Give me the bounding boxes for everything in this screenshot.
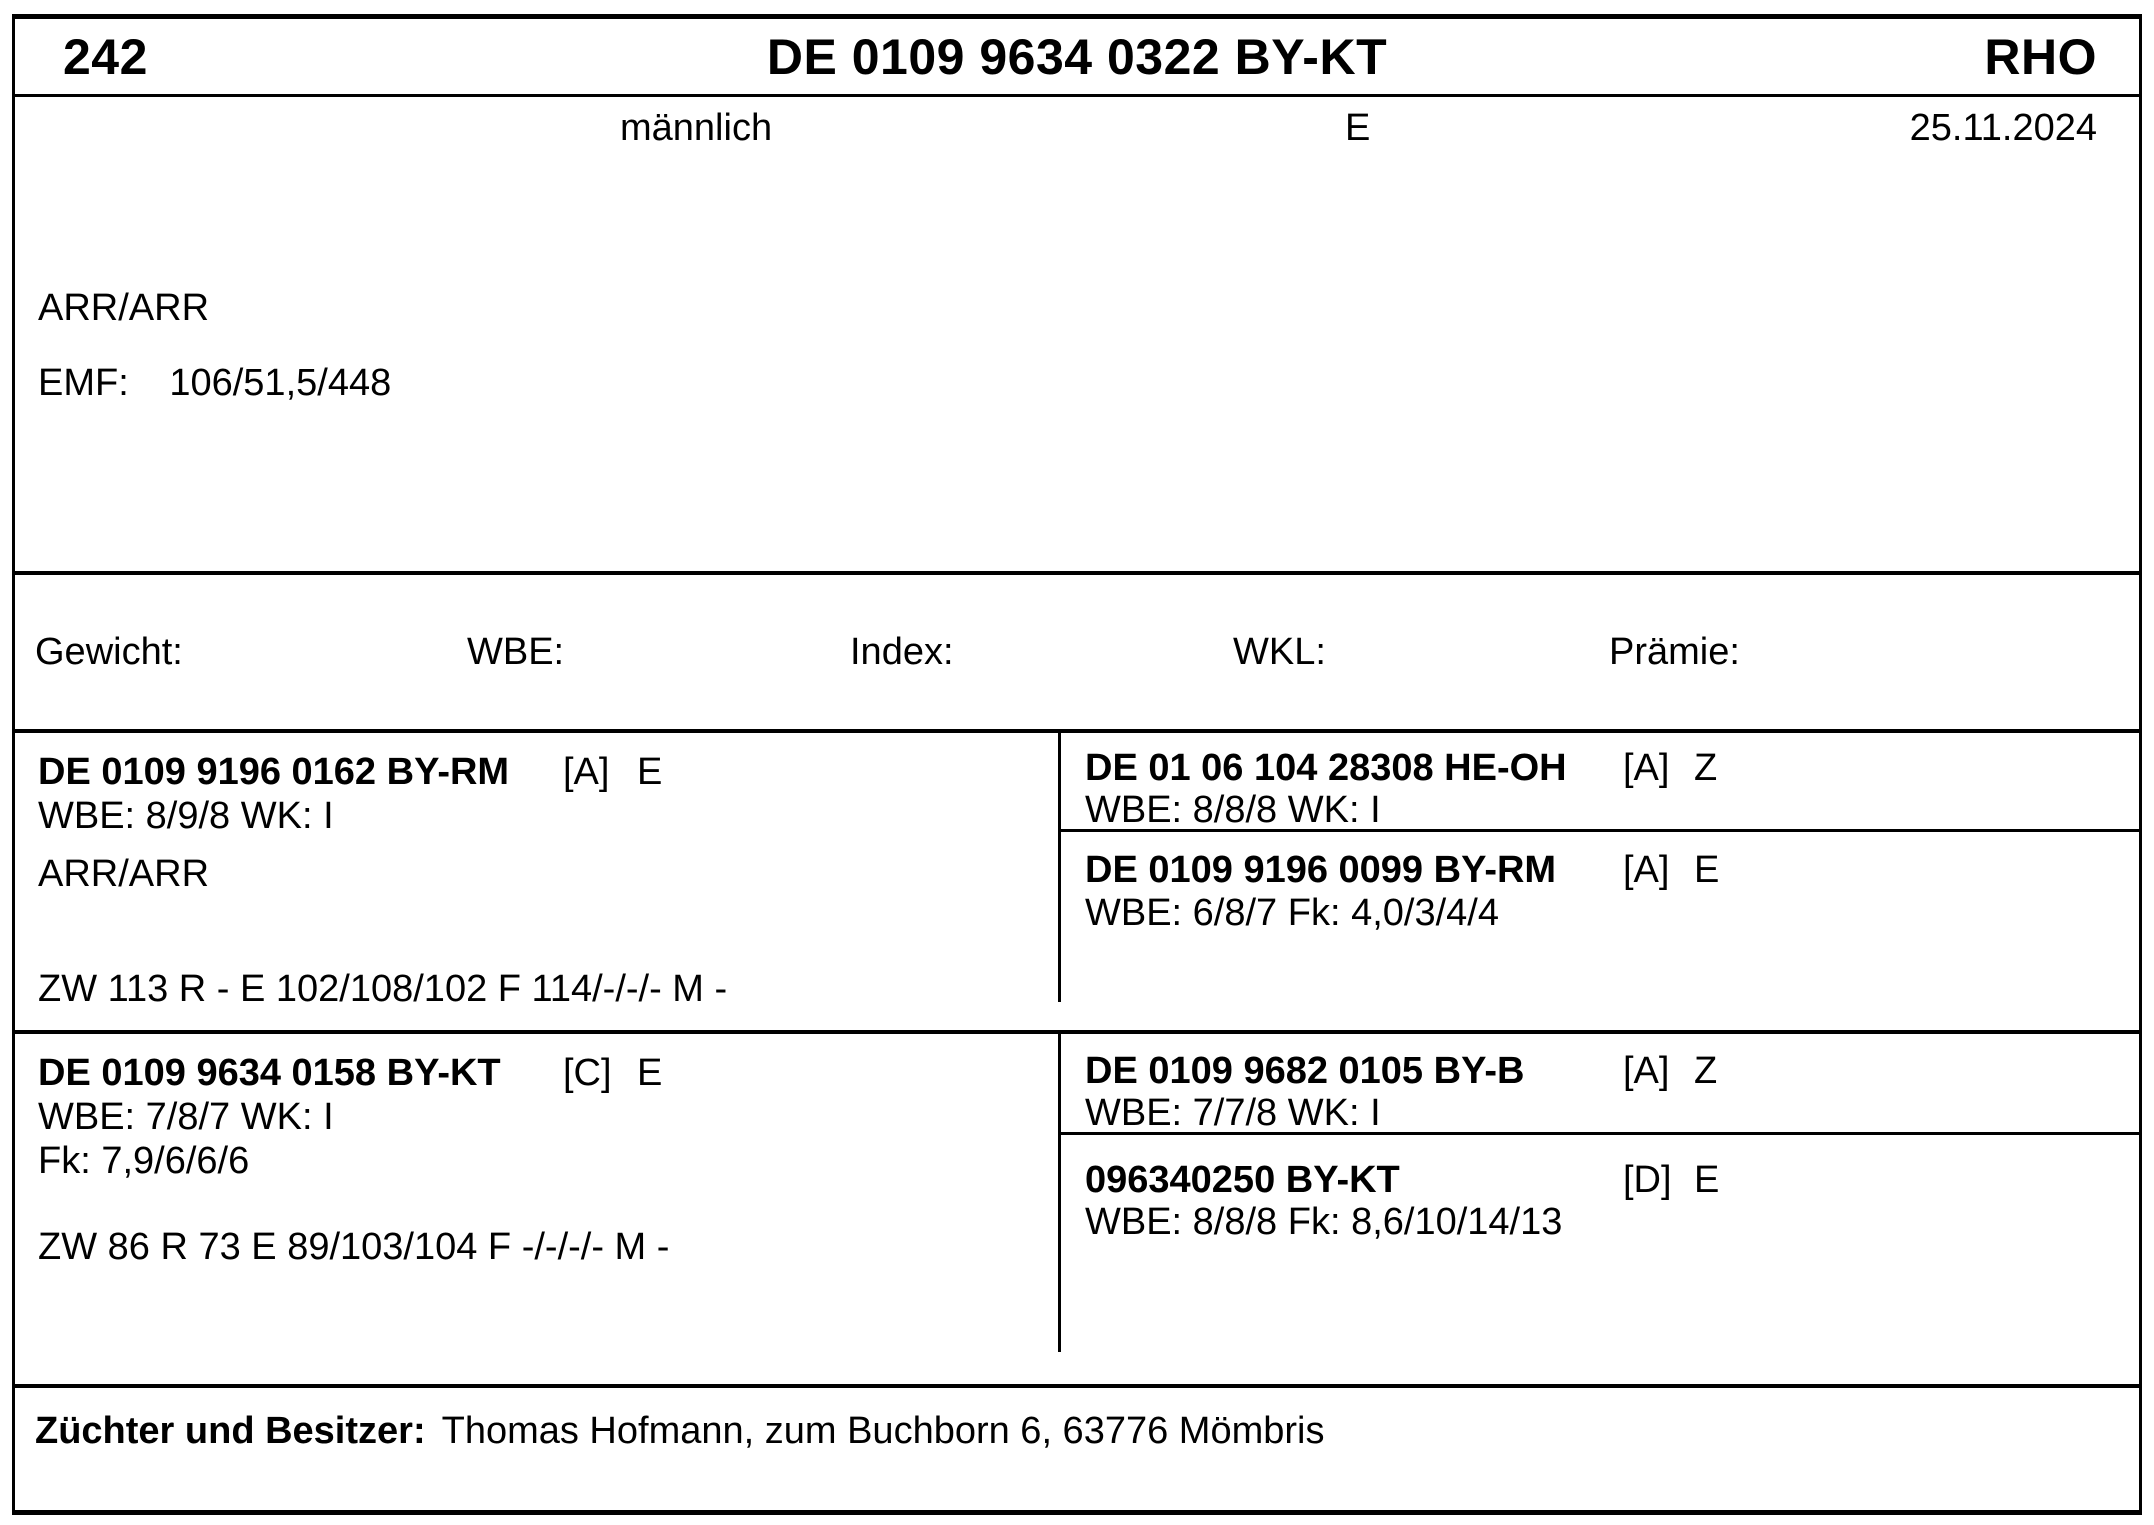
dam-sire-wbe: WBE: 7/7/8 WK: I	[1085, 1092, 1381, 1134]
header-row	[15, 19, 2139, 97]
sire-dam-wbe: WBE: 6/8/7 Fk: 4,0/3/4/4	[1085, 892, 1499, 934]
sire-dam-class: E	[1694, 849, 1720, 891]
dam-box	[15, 1034, 1058, 1384]
wkl-label: WKL:	[1233, 631, 1326, 673]
catalog-card	[12, 14, 2142, 1515]
dam-class: E	[637, 1052, 663, 1094]
dam-dam-flag: [D]	[1623, 1159, 1672, 1201]
dam-dam-box	[1061, 1135, 2139, 1384]
wbe-label: WBE:	[467, 631, 565, 673]
column-labels-row	[15, 575, 2139, 733]
sire-dam-flag: [A]	[1623, 849, 1670, 891]
pedigree-sire-row	[15, 733, 2139, 1034]
dam-sire-class: Z	[1694, 1050, 1718, 1092]
dam-zw: ZW 86 R 73 E 89/103/104 F -/-/-/- M -	[38, 1226, 670, 1268]
gewicht-label: Gewicht:	[35, 631, 183, 673]
sire-box	[15, 733, 1058, 1030]
sire-genotype: ARR/ARR	[38, 853, 210, 895]
sire-flag: [A]	[563, 751, 610, 793]
sire-sire-flag: [A]	[1623, 747, 1670, 789]
dam-flag: [C]	[563, 1052, 612, 1094]
info-section	[15, 97, 2139, 575]
breed-code: RHO	[1984, 28, 2097, 85]
class-value: E	[1345, 107, 1371, 149]
sex-value: männlich	[620, 107, 773, 149]
date-value: 25.11.2024	[1909, 107, 2097, 149]
dam-id: DE 0109 9634 0158 BY-KT	[38, 1052, 501, 1094]
sire-zw: ZW 113 R - E 102/108/102 F 114/-/-/- M -	[38, 968, 728, 1010]
emf-value: 106/51,5/448	[169, 362, 392, 404]
sire-sire-wbe: WBE: 8/8/8 WK: I	[1085, 789, 1381, 831]
sire-ancestors-column	[1061, 733, 2139, 1030]
animal-id-title: DE 0109 9634 0322 BY-KT	[766, 28, 1388, 85]
index-label: Index:	[850, 631, 954, 673]
pedigree-dam-row	[15, 1034, 2139, 1388]
dam-sire-id: DE 0109 9682 0105 BY-B	[1085, 1050, 1525, 1092]
footer-row	[15, 1388, 2139, 1510]
sire-sire-class: Z	[1694, 747, 1718, 789]
dam-ancestors-column	[1061, 1034, 2139, 1384]
breeder-owner-label: Züchter und Besitzer:	[35, 1410, 426, 1452]
emf-row	[38, 362, 391, 405]
dam-wbe: WBE: 7/8/7 WK: I	[38, 1096, 334, 1138]
sire-dam-id: DE 0109 9196 0099 BY-RM	[1085, 849, 1557, 891]
sire-sire-box	[1061, 733, 2139, 832]
sire-wbe: WBE: 8/9/8 WK: I	[38, 795, 334, 837]
dam-dam-wbe: WBE: 8/8/8 Fk: 8,6/10/14/13	[1085, 1201, 1563, 1243]
sire-class: E	[637, 751, 663, 793]
dam-dam-class: E	[1694, 1159, 1720, 1201]
sire-id: DE 0109 9196 0162 BY-RM	[38, 751, 510, 793]
sire-sire-id: DE 01 06 104 28308 HE-OH	[1085, 747, 1567, 789]
genotype-value: ARR/ARR	[38, 287, 210, 329]
dam-sire-flag: [A]	[1623, 1050, 1670, 1092]
dam-sire-box	[1061, 1034, 2139, 1135]
dam-fk: Fk: 7,9/6/6/6	[38, 1140, 250, 1182]
dam-dam-id: 096340250 BY-KT	[1085, 1159, 1400, 1201]
breeder-owner-value: Thomas Hofmann, zum Buchborn 6, 63776 Mömbris	[441, 1410, 1325, 1452]
praemie-label: Prämie:	[1609, 631, 1740, 673]
emf-label: EMF:	[38, 362, 129, 404]
sire-dam-box	[1061, 832, 2139, 1030]
catalog-number: 242	[63, 28, 148, 85]
